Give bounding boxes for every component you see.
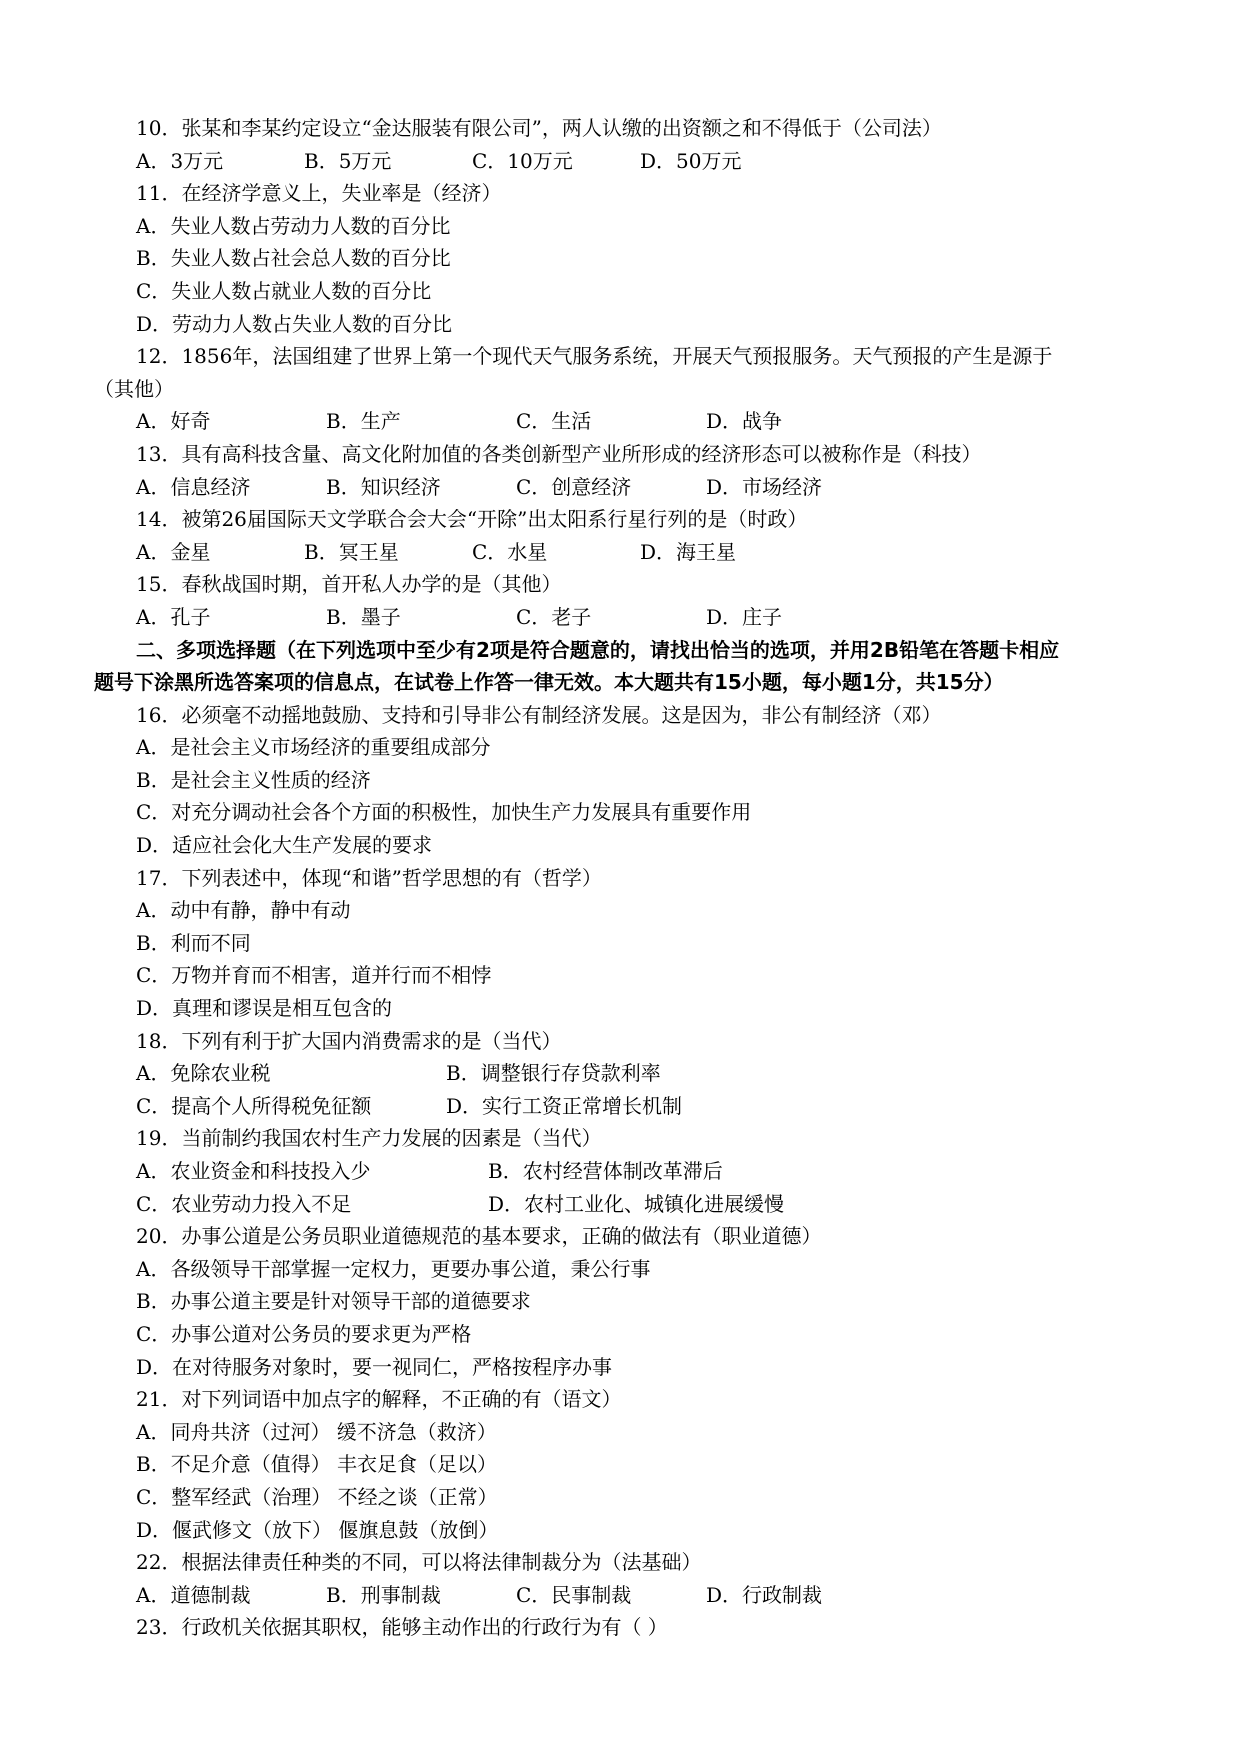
text-line: D．劳动力人数占失业人数的百分比 (136, 311, 453, 336)
option-a: C．提高个人所得税免征额 (136, 1093, 372, 1118)
text-line: 20．办事公道是公务员职业道德规范的基本要求，正确的做法有（职业道德） (136, 1224, 822, 1249)
text-line: 16．必须毫不动摇地鼓励、支持和引导非公有制经济发展。这是因为，非公有制经济（邓） (136, 702, 942, 727)
text-line: C．万物并育而不相害，道并行而不相悖 (136, 963, 492, 988)
option-row (94, 601, 1154, 634)
option-a: A．孔子 (136, 604, 211, 629)
text-line: 22．根据法律责任种类的不同，可以将法律制裁分为（法基础） (136, 1550, 702, 1575)
text-line-continuation: （其他） (94, 376, 174, 401)
text-line: C．失业人数占就业人数的百分比 (136, 278, 432, 303)
text-line: B．办事公道主要是针对领导干部的道德要求 (136, 1289, 531, 1314)
option-b: B．知识经济 (326, 474, 441, 499)
option-row (94, 1057, 1154, 1090)
option-a: A．信息经济 (136, 474, 251, 499)
text-line: A．是社会主义市场经济的重要组成部分 (136, 735, 491, 760)
text-line: C．办事公道对公务员的要求更为严格 (136, 1321, 472, 1346)
option-c: C．10万元 (472, 148, 573, 173)
option-c: C．生活 (516, 409, 592, 434)
option-b: B．5万元 (304, 148, 392, 173)
option-row (94, 1155, 1154, 1188)
option-row (94, 1090, 1154, 1123)
text-line: A．同舟共济（过河） 缓不济急（救济） (136, 1419, 497, 1444)
text-line: 14．被第26届国际天文学联合会大会“开除”出太阳系行星行列的是（时政） (136, 507, 808, 532)
option-a: A．3万元 (136, 148, 224, 173)
text-line: A．各级领导干部掌握一定权力，更要办事公道，秉公行事 (136, 1256, 651, 1281)
option-a: A．好奇 (136, 409, 211, 434)
option-row (94, 1579, 1154, 1612)
option-d: D．行政制裁 (706, 1582, 823, 1607)
option-a: A．农业资金和科技投入少 (136, 1159, 371, 1183)
option-d: D．市场经济 (706, 474, 823, 499)
option-row (94, 536, 1154, 569)
text-line: A．失业人数占劳动力人数的百分比 (136, 213, 451, 238)
option-b: B．调整银行存贷款利率 (446, 1061, 661, 1086)
option-a: A．免除农业税 (136, 1061, 271, 1086)
option-d: D．海王星 (640, 539, 737, 564)
option-b: B．墨子 (326, 604, 401, 629)
section-heading-continuation: 题号下涂黑所选答案项的信息点，在试卷上作答一律无效。本大题共有15小题，每小题1分，共15分） (94, 670, 1004, 695)
option-row (94, 405, 1154, 438)
option-d: D．50万元 (640, 148, 742, 173)
option-b: D．实行工资正常增长机制 (446, 1093, 683, 1118)
text-line: 21．对下列词语中加点字的解释，不正确的有（语文） (136, 1387, 622, 1412)
option-row (94, 145, 1154, 178)
option-c: C．创意经济 (516, 474, 632, 499)
text-line: C．对充分调动社会各个方面的积极性，加快生产力发展具有重要作用 (136, 800, 752, 825)
text-line: 15．春秋战国时期，首开私人办学的是（其他） (136, 572, 562, 597)
text-line: B．失业人数占社会总人数的百分比 (136, 246, 451, 271)
option-b: D．农村工业化、城镇化进展缓慢 (488, 1191, 785, 1216)
text-line: D．适应社会化大生产发展的要求 (136, 833, 433, 858)
text-line: B．不足介意（值得） 丰衣足食（足以） (136, 1452, 498, 1477)
text-line: C．整军经武（治理） 不经之谈（正常） (136, 1484, 498, 1509)
option-row (94, 1188, 1154, 1221)
option-a: A．道德制裁 (136, 1582, 251, 1607)
text-line: D．真理和谬误是相互包含的 (136, 996, 393, 1021)
text-line: 13．具有高科技含量、高文化附加值的各类创新型产业所形成的经济形态可以被称作是（科技） (136, 441, 982, 466)
text-line: 12．1856年，法国组建了世界上第一个现代天气服务系统，开展天气预报服务。天气预报的产生是源于 (136, 344, 1053, 369)
section-heading: 二、多项选择题（在下列选项中至少有2项是符合题意的，请找出恰当的选项，并用2B铅笔在答题卡相应 (136, 637, 1060, 662)
exam-page (94, 112, 1154, 1644)
text-line: 19．当前制约我国农村生产力发展的因素是（当代） (136, 1126, 602, 1151)
text-line: 18．下列有利于扩大国内消费需求的是（当代） (136, 1028, 562, 1053)
text-line: B．是社会主义性质的经济 (136, 767, 371, 792)
option-row (94, 471, 1154, 504)
text-line: 10．张某和李某约定设立“金达服装有限公司”，两人认缴的出资额之和不得低于（公司法） (136, 116, 942, 140)
option-d: D．庄子 (706, 604, 783, 629)
option-c: C．水星 (472, 539, 548, 564)
text-line: 11．在经济学意义上，失业率是（经济） (136, 181, 502, 206)
option-b: B．刑事制裁 (326, 1582, 441, 1607)
text-line: D．在对待服务对象时，要一视同仁，严格按程序办事 (136, 1354, 613, 1379)
text-line: A．动中有静，静中有动 (136, 898, 351, 923)
text-line: 17．下列表述中，体现“和谐”哲学思想的有（哲学） (136, 865, 602, 890)
text-line: B．利而不同 (136, 930, 251, 955)
text-line: 23．行政机关依据其职权，能够主动作出的行政行为有（ ） (136, 1615, 668, 1640)
option-b: B．农村经营体制改革滞后 (488, 1159, 723, 1183)
option-c: C．民事制裁 (516, 1582, 632, 1607)
option-d: D．战争 (706, 409, 783, 434)
option-b: B．生产 (326, 409, 401, 434)
option-c: C．老子 (516, 604, 592, 629)
option-a: C．农业劳动力投入不足 (136, 1191, 352, 1216)
option-a: A．金星 (136, 539, 211, 564)
option-b: B．冥王星 (304, 539, 399, 564)
text-line: D．偃武修文（放下） 偃旗息鼓（放倒） (136, 1517, 499, 1542)
